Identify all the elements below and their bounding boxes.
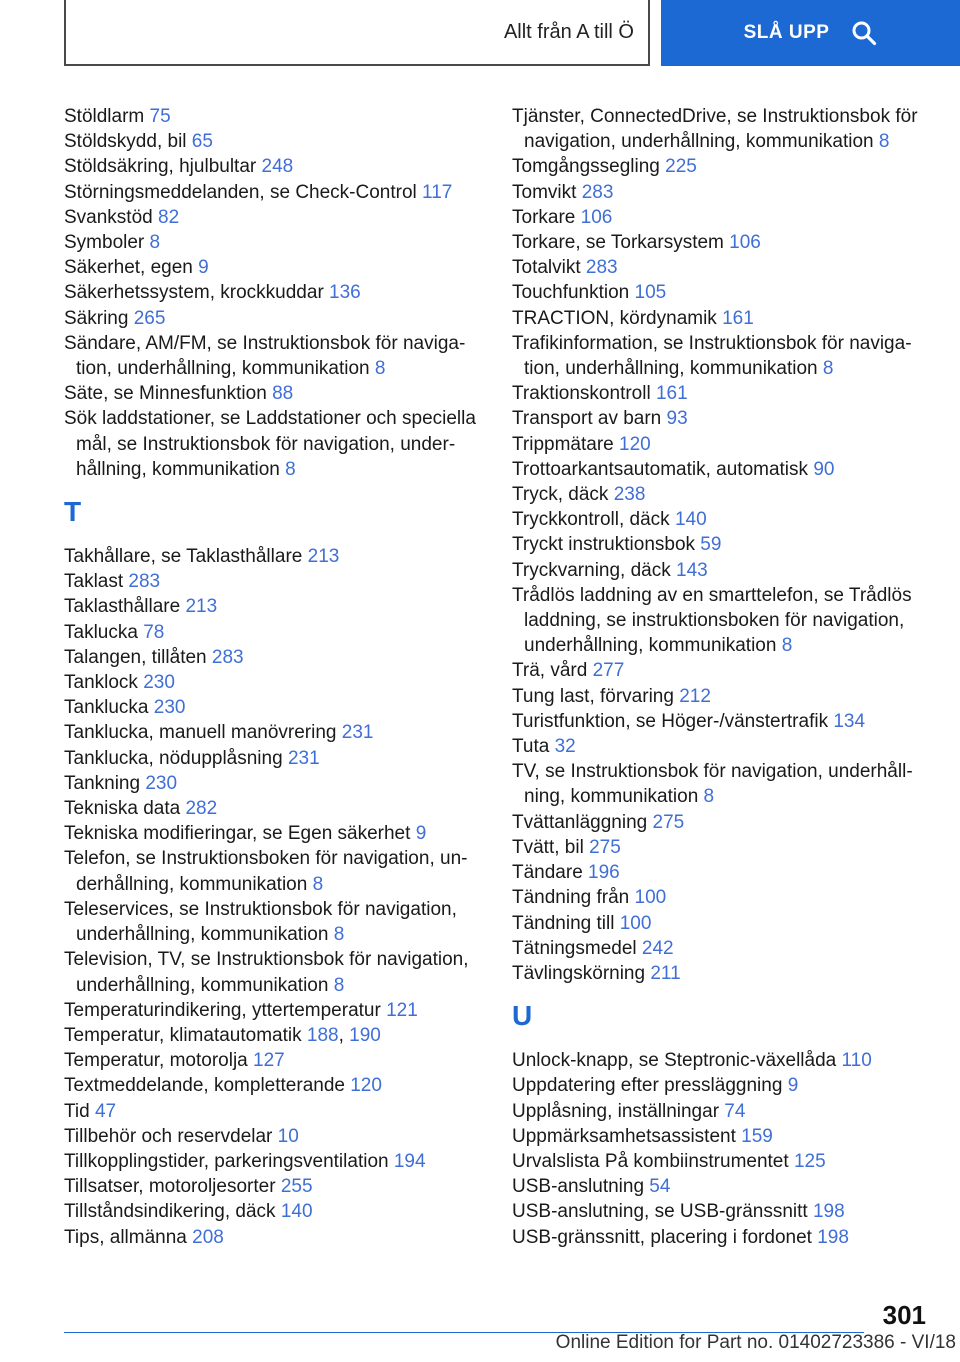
page-reference-link[interactable]: 140 — [674, 509, 707, 531]
index-entry-text: Tätningsmedel — [512, 937, 642, 959]
index-entry — [64, 104, 484, 129]
page-reference-link[interactable]: 213 — [185, 596, 218, 618]
index-entry — [64, 1124, 484, 1149]
index-entry — [512, 1225, 932, 1250]
page-reference-link[interactable]: 9 — [787, 1075, 799, 1097]
page-reference-link[interactable]: 143 — [676, 559, 708, 581]
page-reference-link[interactable]: 125 — [793, 1150, 826, 1172]
index-entry-text: Trådlös laddning av en smarttelefon, se Trådlös laddning, se instruktionsboken för navigation, underhållning, kommunikation — [512, 584, 912, 657]
index-entry — [64, 180, 484, 205]
index-entry-text: USB-anslutning — [512, 1176, 650, 1198]
index-entry-text: Tändning till — [512, 912, 620, 934]
page-reference-link[interactable]: 8 — [149, 232, 161, 254]
index-entry-text: Säkring — [64, 307, 134, 329]
index-entry-text: Tvätt, bil — [512, 836, 590, 858]
page-reference-link[interactable]: 65 — [191, 131, 213, 153]
page-reference-link[interactable]: 8 — [878, 131, 890, 153]
index-entry — [512, 154, 932, 179]
header — [0, 0, 960, 66]
index-entry — [512, 180, 932, 205]
index-entry — [512, 230, 932, 255]
index-entry — [512, 331, 932, 381]
index-entry-text: Unlock-knapp, se Steptronic-växellåda — [512, 1050, 842, 1072]
page-reference-link[interactable]: 194 — [393, 1150, 426, 1172]
index-entry — [64, 205, 484, 230]
page-reference-link[interactable]: 100 — [634, 887, 667, 909]
index-entry-text: Tekniska data — [64, 798, 186, 820]
index-entry — [512, 911, 932, 936]
page-reference-link[interactable]: 196 — [588, 862, 620, 884]
index-entry-text: Tanklucka, manuell manövrering — [64, 722, 342, 744]
section-letter-t: T — [64, 496, 82, 528]
page-reference-link[interactable]: 230 — [143, 672, 175, 694]
index-entry-text: Störningsmeddelanden, se Check-Control — [64, 181, 423, 203]
index-entry — [512, 507, 932, 532]
page-reference-link[interactable]: 8 — [374, 358, 386, 380]
index-entry — [64, 381, 484, 406]
index-entry-text: Uppmärksamhetsassistent — [512, 1125, 742, 1147]
entries-t — [64, 544, 484, 1250]
index-entry-text: Textmeddelande, kompletterande — [64, 1075, 351, 1097]
index-entry — [512, 406, 932, 431]
page-reference-link[interactable]: 231 — [341, 722, 374, 744]
index-entry — [512, 583, 932, 659]
index-entry — [64, 255, 484, 280]
search-label: SLÅ UPP — [743, 22, 830, 43]
page-reference-link[interactable]: 231 — [287, 747, 320, 769]
index-entry-text: Sök laddstationer, se Laddstationer och speciella mål, se Instruktionsbok för navigation, underhållning, kommunikation — [64, 408, 476, 480]
page-reference-link[interactable]: 212 — [679, 685, 711, 707]
index-entry-text: Temperatur, motorolja — [64, 1050, 254, 1072]
index-entry-text: USB-gränssnitt, placering i fordonet — [512, 1226, 818, 1248]
page-reference-link[interactable]: 190 — [349, 1024, 381, 1046]
page-reference-link[interactable]: 90 — [813, 458, 835, 480]
page-number: 301 — [882, 1300, 926, 1330]
page-reference-link[interactable]: 8 — [822, 358, 834, 380]
entries-u — [512, 1048, 932, 1250]
page-reference-link[interactable]: 100 — [619, 912, 652, 934]
index-entry — [512, 381, 932, 406]
page-reference-link[interactable]: 140 — [280, 1201, 313, 1223]
index-entry-text: Taklast — [64, 571, 129, 593]
index-entry — [64, 720, 484, 745]
index-entry — [512, 482, 932, 507]
page-reference-link[interactable]: 255 — [280, 1176, 313, 1198]
page-reference-link[interactable]: 106 — [580, 206, 613, 228]
page-reference-link[interactable]: 159 — [741, 1125, 773, 1147]
index-entry-text: Temperaturindikering, yttertemperatur — [64, 999, 387, 1021]
index-entry — [64, 306, 484, 331]
index-entry — [512, 432, 932, 457]
index-entry — [64, 1048, 484, 1073]
index-entry-text: Takhållare, se Taklasthållare — [64, 546, 308, 568]
index-entry-text: Tankning — [64, 772, 146, 794]
page-reference-link[interactable]: 8 — [333, 974, 345, 996]
search-icon — [851, 20, 877, 46]
index-entry-text: Tekniska modifieringar, se Egen säkerhet — [64, 823, 416, 845]
page-reference-link[interactable]: 283 — [128, 571, 161, 593]
index-entry-text: Säkerhetssystem, krockkuddar — [64, 282, 330, 304]
index-entry — [64, 1174, 484, 1199]
page-reference-link[interactable]: 121 — [386, 999, 418, 1021]
page-reference-link[interactable]: 47 — [94, 1100, 117, 1122]
page-reference-link[interactable]: 283 — [211, 646, 244, 668]
index-entry-text: Stöldsäkring, hjulbultar — [64, 156, 262, 178]
page-reference-link[interactable]: 9 — [198, 257, 209, 279]
index-entry — [64, 746, 484, 771]
page-reference-link[interactable]: 74 — [724, 1100, 746, 1122]
index-entry — [512, 658, 932, 683]
index-entry-text: Temperatur, klimatautomatik — [64, 1024, 307, 1046]
index-entry-text: Tomvikt — [512, 181, 582, 203]
index-entry — [64, 569, 484, 594]
index-entry — [64, 846, 484, 896]
index-entry — [64, 998, 484, 1023]
page-reference-link[interactable]: 106 — [729, 232, 761, 254]
entries-t-cont — [512, 104, 932, 986]
index-entry — [512, 1048, 932, 1073]
page-reference-link[interactable]: 188 — [306, 1024, 339, 1046]
index-entry-text: Torkare — [512, 206, 581, 228]
index-entry-text: Teleservices, se Instruktionsbok för navigation, underhållning, kommunikation — [64, 898, 457, 946]
index-entry — [64, 406, 484, 482]
page-reference-link[interactable]: 82 — [158, 206, 180, 228]
index-entry — [64, 821, 484, 846]
index-entry — [64, 544, 484, 569]
index-entry-text: Transport av barn — [512, 408, 667, 430]
index-entry — [512, 860, 932, 885]
index-entry — [64, 230, 484, 255]
index-entry — [512, 558, 932, 583]
index-entry-text: Trä, vård — [512, 660, 593, 682]
index-entry-text: Tillsatser, motoroljesorter — [64, 1176, 281, 1198]
index-entry-text: Tävlingskörning — [512, 962, 651, 984]
index-entry — [64, 771, 484, 796]
page-reference-link[interactable]: 117 — [422, 181, 453, 203]
index-entry — [512, 734, 932, 759]
index-entry — [64, 670, 484, 695]
index-entry-text: Touchfunktion — [512, 282, 635, 304]
index-entry-text: Tomgångssegling — [512, 156, 666, 178]
index-entry — [512, 961, 932, 986]
page-reference-link[interactable]: 120 — [350, 1075, 382, 1097]
index-entry — [512, 532, 932, 557]
index-entry-text: Tanklucka — [64, 697, 154, 719]
index-entry — [512, 280, 932, 305]
page-reference-link[interactable]: 8 — [285, 458, 296, 480]
index-entry-text: Tips, allmänna — [64, 1226, 193, 1248]
index-entry — [512, 255, 932, 280]
index-entry — [64, 695, 484, 720]
page-reference-link[interactable]: 225 — [665, 156, 697, 178]
index-entry — [512, 759, 932, 809]
index-column-left — [64, 104, 484, 1250]
index-entry — [64, 154, 484, 179]
index-entry — [512, 1073, 932, 1098]
index-entry-text: Tändning från — [512, 887, 635, 909]
index-entry — [64, 897, 484, 947]
index-entry — [512, 104, 932, 154]
page-reference-link[interactable]: 8 — [312, 873, 324, 895]
index-entry — [64, 1225, 484, 1250]
index-entry — [512, 457, 932, 482]
index-entry — [64, 594, 484, 619]
index-entry — [64, 947, 484, 997]
footer — [0, 1332, 960, 1354]
index-entry — [64, 1073, 484, 1098]
page-reference-link[interactable]: 230 — [145, 772, 178, 794]
page-reference-link[interactable]: 277 — [592, 660, 625, 682]
page-reference-link[interactable]: 93 — [666, 408, 688, 430]
page-reference-link[interactable]: 248 — [261, 156, 294, 178]
index-entry-text: Tanklock — [64, 672, 144, 694]
index-entry — [64, 1199, 484, 1224]
page-reference-link[interactable]: 230 — [153, 697, 186, 719]
page-reference-link[interactable]: 10 — [277, 1125, 299, 1147]
index-entry — [64, 620, 484, 645]
index-entry — [64, 796, 484, 821]
page-reference-link[interactable]: 78 — [143, 621, 165, 643]
index-entry-text: Taklasthållare — [64, 596, 186, 618]
page-reference-link[interactable]: 134 — [833, 710, 866, 732]
section-letter-u: U — [512, 1000, 533, 1032]
index-entry — [512, 1124, 932, 1149]
index-entry-text: Trottoarkantsautomatik, automatisk — [512, 458, 814, 480]
index-entry-text: Tillkopplingstider, parkeringsventilation — [64, 1150, 394, 1172]
page-reference-link[interactable]: 198 — [817, 1226, 849, 1248]
page-reference-link[interactable]: 59 — [700, 534, 722, 556]
page-reference-link[interactable]: 9 — [415, 823, 427, 845]
index-entry-text: Tvättanläggning — [512, 811, 653, 833]
index-entry-text: Tändare — [512, 862, 589, 884]
index-entry — [512, 709, 932, 734]
page-reference-link[interactable]: 110 — [841, 1050, 872, 1072]
entries-s — [64, 104, 484, 482]
footer-edition-text: Online Edition for Part no. 01402723386 - VI/18 — [555, 1332, 956, 1353]
a-to-z-tab[interactable] — [64, 0, 650, 66]
index-entry — [64, 1149, 484, 1174]
index-entry-text: Television, TV, se Instruktionsbok för navigation, underhållning, kommunikation — [64, 949, 469, 996]
index-entry — [512, 684, 932, 709]
index-entry-text: USB-anslutning, se USB-gränssnitt — [512, 1201, 813, 1223]
page-reference-link[interactable]: 198 — [812, 1201, 845, 1223]
page-reference-link[interactable]: 8 — [781, 635, 793, 657]
index-entry-text: Tillståndsindikering, däck — [64, 1201, 281, 1223]
page-reference-link[interactable]: 282 — [185, 798, 218, 820]
index-entry-text: Trippmätare — [512, 433, 619, 455]
index-entry-text: Säte, se Minnesfunktion — [64, 383, 273, 405]
index-entry-text: Svankstöd — [64, 206, 158, 228]
page-reference-link[interactable]: 242 — [641, 937, 674, 959]
index-entry-text: Torkare, se Torkarsystem — [512, 232, 730, 254]
reference-separator: , — [338, 1024, 350, 1046]
index-entry-text: Tuta — [512, 736, 555, 758]
page-reference-link[interactable]: 8 — [703, 786, 715, 808]
index-entry-text: Traktionskontroll — [512, 383, 656, 405]
page-reference-link[interactable]: 283 — [585, 257, 618, 279]
index-entry-text: Symboler — [64, 232, 150, 254]
page-reference-link[interactable]: 8 — [333, 924, 345, 946]
page-reference-link[interactable]: 120 — [619, 433, 651, 455]
page-reference-link[interactable]: 238 — [613, 484, 646, 506]
a-to-z-label: Allt från A till Ö — [503, 20, 634, 43]
index-entry-text: Tryckt instruktionsbok — [512, 534, 701, 556]
page-reference-link[interactable]: 283 — [581, 181, 614, 203]
index-entry — [512, 1099, 932, 1124]
index-entry — [512, 936, 932, 961]
index-entry-text: Turistfunktion, se Höger-/vänstertrafik — [512, 710, 834, 732]
index-entry-text: Tung last, förvaring — [512, 685, 680, 707]
index-entry — [64, 1023, 484, 1048]
index-entry-text: Uppdatering efter pressläggning — [512, 1075, 788, 1097]
index-entry-text: Tillbehör och reservdelar — [64, 1125, 278, 1147]
index-entry — [512, 306, 932, 331]
index-entry-text: Stöldlarm — [64, 106, 150, 127]
page-reference-link[interactable]: 88 — [272, 383, 294, 405]
page-reference-link[interactable]: 105 — [634, 282, 667, 304]
index-entry-text: Tryckkontroll, däck — [512, 509, 675, 531]
index-entry-text: Totalvikt — [512, 257, 586, 279]
index-entry-text: Tanklucka, nödupplåsning — [64, 747, 288, 769]
page-reference-link[interactable]: 136 — [329, 282, 361, 304]
page-reference-link[interactable]: 208 — [192, 1226, 224, 1248]
page-reference-link[interactable]: 213 — [307, 546, 340, 568]
index-entry-text: Urvalslista På kombiinstrumentet — [512, 1150, 794, 1172]
index-entry-text: TRACTION, kördynamik — [512, 307, 723, 329]
index-entry-text: Tryckvarning, däck — [512, 559, 677, 581]
page-reference-link[interactable]: 275 — [589, 836, 621, 858]
index-entry — [512, 810, 932, 835]
index-entry — [512, 1149, 932, 1174]
page-reference-link[interactable]: 265 — [133, 307, 166, 329]
index-entry — [64, 645, 484, 670]
index-entry-text: Trafikinformation, se Instruktionsbok för navigation, underhållning, kommunikation — [512, 332, 912, 380]
index-entry — [64, 280, 484, 305]
index-entry-text: Tid — [64, 1100, 95, 1122]
index-entry-text: Talangen, tillåten — [64, 646, 212, 668]
search-button[interactable] — [661, 0, 960, 66]
index-entry-text: Sändare, AM/FM, se Instruktionsbok för navigation, underhållning, kommunikation — [64, 332, 466, 380]
index-entry-text: Säkerhet, egen — [64, 257, 199, 279]
index-entry-text: Tryck, däck — [512, 484, 614, 506]
page-reference-link[interactable]: 75 — [149, 106, 171, 127]
index-entry — [512, 205, 932, 230]
index-entry-text: Stöldskydd, bil — [64, 131, 192, 153]
page-reference-link[interactable]: 32 — [554, 736, 576, 758]
index-entry — [64, 1099, 484, 1124]
index-entry — [512, 885, 932, 910]
page-reference-link[interactable]: 161 — [722, 307, 754, 329]
index-entry-text: Tjänster, ConnectedDrive, se Instruktionsbok för navigation, underhållning, kommunikation — [512, 106, 918, 153]
index-entry-text: Taklucka — [64, 621, 144, 643]
page-reference-link[interactable]: 127 — [253, 1050, 285, 1072]
index-column-right — [512, 104, 932, 1250]
index-entry-text: TV, se Instruktionsbok för navigation, underhållning, kommunikation — [512, 761, 913, 808]
page-reference-link[interactable]: 275 — [652, 811, 685, 833]
page-reference-link[interactable]: 54 — [649, 1176, 671, 1198]
index-entry-text: Telefon, se Instruktionsboken för navigation, underhållning, kommunikation — [64, 848, 468, 895]
index-entry — [512, 1174, 932, 1199]
index-entry — [512, 1199, 932, 1224]
index-entry — [64, 331, 484, 381]
page-reference-link[interactable]: 211 — [650, 962, 681, 984]
index-entry — [64, 129, 484, 154]
index-entry-text: Upplåsning, inställningar — [512, 1100, 725, 1122]
index-entry — [512, 835, 932, 860]
page-reference-link[interactable]: 161 — [655, 383, 688, 405]
